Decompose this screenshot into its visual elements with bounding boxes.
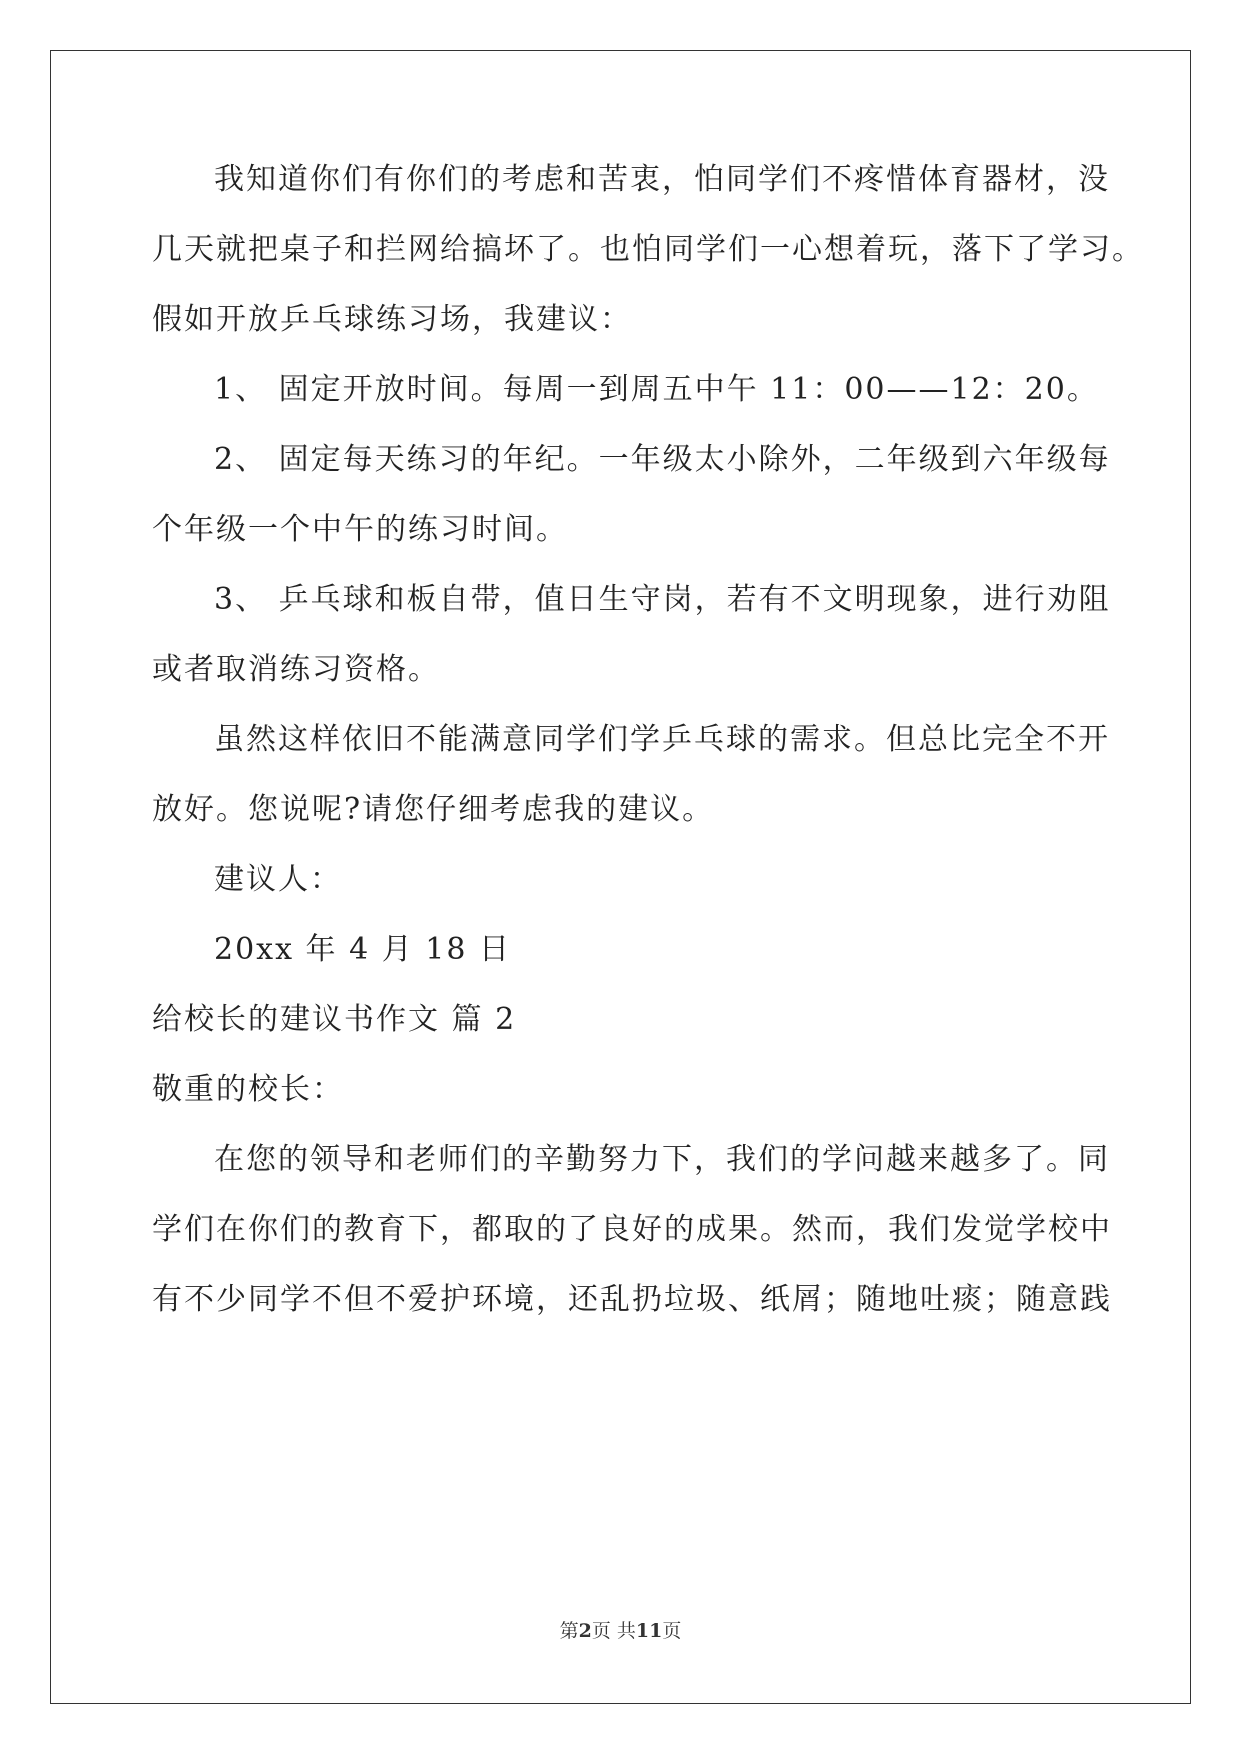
page-footer xyxy=(0,1616,1241,1643)
text-line: 个年级一个中午的练习时间。 xyxy=(152,512,568,547)
list-item: 2、 固定每天练习的年纪。一年级太小除外，二年级到六年级每 xyxy=(214,442,1111,477)
text-line: 在您的领导和老师们的辛勤努力下，我们的学问越来越多了。同 xyxy=(214,1142,1110,1177)
footer-mid: 页 共 xyxy=(591,1620,636,1642)
list-item: 3、 乒乓球和板自带，值日生守岗，若有不文明现象，进行劝阻 xyxy=(214,582,1111,617)
list-item: 1、 固定开放时间。每周一到周五中午 11：00——12：20。 xyxy=(214,372,1099,407)
text-line: 放好。您说呢?请您仔细考虑我的建议。 xyxy=(152,792,715,827)
text-line: 几天就把桌子和拦网给搞坏了。也怕同学们一心想着玩，落下了学习。 xyxy=(152,232,1144,267)
footer-total-pages: 11 xyxy=(635,1620,663,1642)
footer-prefix: 第 xyxy=(559,1620,579,1642)
footer-suffix: 页 xyxy=(662,1620,682,1642)
section-title: 给校长的建议书作文 篇 2 xyxy=(152,1002,517,1037)
date-line: 20xx 年 4 月 18 日 xyxy=(214,932,511,967)
salutation: 敬重的校长： xyxy=(152,1072,344,1107)
text-line: 学们在你们的教育下，都取的了良好的成果。然而，我们发觉学校中 xyxy=(152,1212,1112,1247)
text-line: 假如开放乒乓球练习场，我建议： xyxy=(152,302,632,337)
text-line: 或者取消练习资格。 xyxy=(152,652,440,687)
text-line: 我知道你们有你们的考虑和苦衷，怕同学们不疼惜体育器材，没 xyxy=(214,162,1110,197)
signature-label: 建议人： xyxy=(214,862,342,897)
text-line: 虽然这样依旧不能满意同学们学乒乓球的需求。但总比完全不开 xyxy=(214,722,1110,757)
text-line: 有不少同学不但不爱护环境，还乱扔垃圾、纸屑；随地吐痰；随意践 xyxy=(152,1282,1112,1317)
footer-page-number: 2 xyxy=(578,1620,592,1642)
